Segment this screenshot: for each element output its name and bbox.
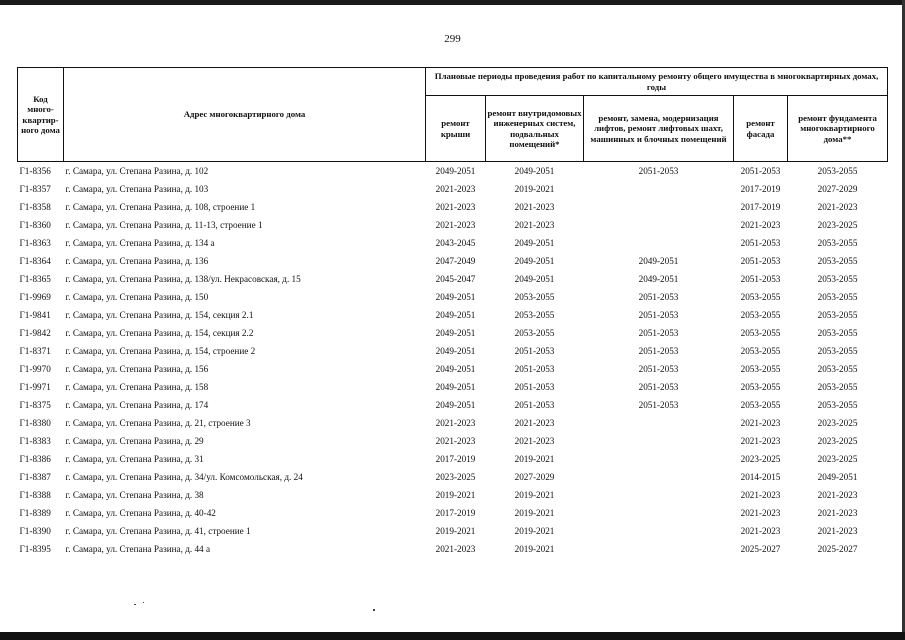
row-address: г. Самара, ул. Степана Разина, д. 102 (65, 165, 209, 176)
row-foundation: 2023-2025 (817, 453, 858, 464)
row-lifts (584, 414, 734, 432)
row-systems: 2053-2055 (514, 291, 555, 302)
row-facade: 2021-2023 (740, 489, 781, 500)
row-roof: 2017-2019 (435, 507, 476, 518)
header-code: Код много-квартир-ного дома (18, 68, 64, 162)
row-facade: 2021-2023 (740, 219, 781, 230)
row-lifts: 2051-2053 (638, 363, 679, 374)
table-row (18, 234, 888, 252)
table-row (18, 378, 888, 396)
row-systems: 2051-2053 (514, 399, 555, 410)
row-roof: 2043-2045 (435, 237, 476, 248)
row-code: Г1-8389 (19, 507, 51, 518)
row-address: г. Самара, ул. Степана Разина, д. 136 (65, 255, 209, 266)
row-address: г. Самара, ул. Степана Разина, д. 138/ул. Некрасовская, д. 15 (65, 273, 301, 284)
row-roof: 2019-2021 (435, 525, 476, 536)
row-lifts (584, 234, 734, 252)
row-code: Г1-9969 (19, 291, 51, 302)
row-roof: 2021-2023 (435, 219, 476, 230)
row-roof: 2021-2023 (435, 201, 476, 212)
row-roof: 2021-2023 (435, 417, 476, 428)
row-systems: 2053-2055 (514, 327, 555, 338)
row-address: г. Самара, ул. Степана Разина, д. 44 а (65, 543, 211, 554)
row-facade: 2053-2055 (740, 399, 781, 410)
row-foundation: 2023-2025 (817, 417, 858, 428)
row-lifts: 2051-2053 (638, 381, 679, 392)
row-foundation: 2025-2027 (817, 543, 858, 554)
row-code: Г1-8388 (19, 489, 51, 500)
row-lifts (584, 468, 734, 486)
table-row (18, 468, 888, 486)
row-systems: 2049-2051 (514, 273, 555, 284)
row-roof: 2049-2051 (435, 291, 476, 302)
row-code: Г1-8363 (19, 237, 51, 248)
row-address: г. Самара, ул. Степана Разина, д. 31 (65, 453, 204, 464)
row-code: Г1-8387 (19, 471, 51, 482)
row-facade: 2053-2055 (740, 327, 781, 338)
row-code: Г1-8380 (19, 417, 51, 428)
row-facade: 2017-2019 (740, 201, 781, 212)
row-code: Г1-8386 (19, 453, 51, 464)
table-body (18, 162, 888, 559)
row-foundation: 2053-2055 (817, 399, 858, 410)
row-facade: 2014-2015 (740, 471, 781, 482)
row-lifts (584, 180, 734, 198)
row-foundation: 2053-2055 (817, 381, 858, 392)
row-facade: 2053-2055 (740, 291, 781, 302)
row-lifts (584, 486, 734, 504)
row-facade: 2021-2023 (740, 435, 781, 446)
row-facade: 2021-2023 (740, 525, 781, 536)
row-lifts: 2051-2053 (638, 291, 679, 302)
table-row (18, 396, 888, 414)
row-address: г. Самара, ул. Степана Разина, д. 156 (65, 363, 209, 374)
row-systems: 2027-2029 (514, 471, 555, 482)
header-roof: ремонт крыши (426, 96, 486, 162)
scan-speck (143, 602, 144, 603)
row-address: г. Самара, ул. Степана Разина, д. 103 (65, 183, 209, 194)
row-address: г. Самара, ул. Степана Разина, д. 154, секция 2.1 (65, 309, 254, 320)
row-foundation: 2053-2055 (817, 255, 858, 266)
row-foundation: 2053-2055 (817, 291, 858, 302)
row-systems: 2019-2021 (514, 453, 555, 464)
row-facade: 2053-2055 (740, 363, 781, 374)
header-planned-periods: Плановые периоды проведения работ по капитальному ремонту общего имущества в многоквартирных домах, годы (426, 68, 888, 96)
row-systems: 2049-2051 (514, 165, 555, 176)
scan-edge-bottom (0, 632, 905, 640)
row-lifts: 2049-2051 (638, 273, 679, 284)
row-systems: 2051-2053 (514, 363, 555, 374)
row-systems: 2053-2055 (514, 309, 555, 320)
row-roof: 2021-2023 (435, 543, 476, 554)
row-facade: 2021-2023 (740, 507, 781, 518)
row-foundation: 2023-2025 (817, 435, 858, 446)
table-row (18, 180, 888, 198)
row-code: Г1-8383 (19, 435, 51, 446)
scan-speck (134, 604, 136, 605)
table-row (18, 252, 888, 270)
row-code: Г1-8390 (19, 525, 51, 536)
row-lifts: 2051-2053 (638, 165, 679, 176)
row-address: г. Самара, ул. Степана Разина, д. 150 (65, 291, 209, 302)
row-systems: 2051-2053 (514, 381, 555, 392)
row-roof: 2049-2051 (435, 327, 476, 338)
table-row (18, 486, 888, 504)
row-lifts (584, 540, 734, 558)
row-code: Г1-8356 (19, 165, 51, 176)
row-roof: 2047-2049 (435, 255, 476, 266)
table-row (18, 288, 888, 306)
row-facade: 2053-2055 (740, 309, 781, 320)
row-address: г. Самара, ул. Степана Разина, д. 38 (65, 489, 204, 500)
table-row (18, 162, 888, 181)
row-systems: 2019-2021 (514, 507, 555, 518)
row-systems: 2051-2053 (514, 345, 555, 356)
row-address: г. Самара, ул. Степана Разина, д. 174 (65, 399, 209, 410)
row-address: г. Самара, ул. Степана Разина, д. 134 а (65, 237, 215, 248)
row-lifts (584, 504, 734, 522)
row-address: г. Самара, ул. Степана Разина, д. 34/ул. Комсомольская, д. 24 (65, 471, 303, 482)
table-row (18, 522, 888, 540)
table-row (18, 414, 888, 432)
row-code: Г1-8371 (19, 345, 51, 356)
row-code: Г1-8395 (19, 543, 51, 554)
row-lifts (584, 450, 734, 468)
row-lifts (584, 432, 734, 450)
row-code: Г1-8365 (19, 273, 51, 284)
table-row (18, 198, 888, 216)
row-facade: 2051-2053 (740, 165, 781, 176)
table-row (18, 540, 888, 558)
row-address: г. Самара, ул. Степана Разина, д. 11-13, строение 1 (65, 219, 263, 230)
row-roof: 2023-2025 (435, 471, 476, 482)
scan-speck (373, 609, 375, 611)
row-code: Г1-9970 (19, 363, 51, 374)
row-address: г. Самара, ул. Степана Разина, д. 41, строение 1 (65, 525, 251, 536)
row-facade: 2053-2055 (740, 345, 781, 356)
scan-edge-top (0, 0, 905, 5)
row-systems: 2049-2051 (514, 237, 555, 248)
row-facade: 2023-2025 (740, 453, 781, 464)
table-row (18, 216, 888, 234)
row-foundation: 2021-2023 (817, 489, 858, 500)
row-systems: 2019-2021 (514, 489, 555, 500)
row-code: Г1-9841 (19, 309, 51, 320)
row-address: г. Самара, ул. Степана Разина, д. 29 (65, 435, 204, 446)
row-systems: 2021-2023 (514, 201, 555, 212)
row-systems: 2019-2021 (514, 183, 555, 194)
row-code: Г1-9842 (19, 327, 51, 338)
row-foundation: 2053-2055 (817, 363, 858, 374)
table-row (18, 432, 888, 450)
row-systems: 2019-2021 (514, 525, 555, 536)
row-roof: 2021-2023 (435, 435, 476, 446)
row-code: Г1-8375 (19, 399, 51, 410)
table-row (18, 342, 888, 360)
row-lifts (584, 198, 734, 216)
header-systems: ремонт внутридомовых инженерных систем, подвальных помещений* (486, 96, 584, 162)
row-roof: 2049-2051 (435, 363, 476, 374)
row-roof: 2045-2047 (435, 273, 476, 284)
row-address: г. Самара, ул. Степана Разина, д. 154, секция 2.2 (65, 327, 254, 338)
table-row (18, 270, 888, 288)
row-foundation: 2053-2055 (817, 309, 858, 320)
row-foundation: 2023-2025 (817, 219, 858, 230)
table-row (18, 450, 888, 468)
repair-schedule-table (17, 67, 888, 558)
row-facade: 2051-2053 (740, 255, 781, 266)
row-foundation: 2021-2023 (817, 201, 858, 212)
row-code: Г1-8364 (19, 255, 51, 266)
header-address: Адрес многоквартирного дома (64, 68, 426, 162)
row-address: г. Самара, ул. Степана Разина, д. 154, строение 2 (65, 345, 256, 356)
row-systems: 2021-2023 (514, 435, 555, 446)
row-foundation: 2027-2029 (817, 183, 858, 194)
row-lifts: 2051-2053 (638, 309, 679, 320)
row-lifts: 2049-2051 (638, 255, 679, 266)
table-row (18, 504, 888, 522)
row-lifts (584, 216, 734, 234)
row-lifts: 2051-2053 (638, 345, 679, 356)
row-roof: 2049-2051 (435, 165, 476, 176)
row-foundation: 2049-2051 (817, 471, 858, 482)
table-row (18, 324, 888, 342)
row-address: г. Самара, ул. Степана Разина, д. 40-42 (65, 507, 216, 518)
row-facade: 2017-2019 (740, 183, 781, 194)
row-systems: 2021-2023 (514, 417, 555, 428)
row-systems: 2019-2021 (514, 543, 555, 554)
row-roof: 2049-2051 (435, 309, 476, 320)
row-facade: 2025-2027 (740, 543, 781, 554)
row-roof: 2049-2051 (435, 345, 476, 356)
row-address: г. Самара, ул. Степана Разина, д. 158 (65, 381, 209, 392)
header-foundation: ремонт фундамента многоквартирного дома** (788, 96, 888, 162)
row-lifts: 2051-2053 (638, 399, 679, 410)
header-facade: ремонт фасада (734, 96, 788, 162)
row-facade: 2051-2053 (740, 237, 781, 248)
row-systems: 2021-2023 (514, 219, 555, 230)
row-code: Г1-8360 (19, 219, 51, 230)
row-systems: 2049-2051 (514, 255, 555, 266)
header-lifts: ремонт, замена, модернизация лифтов, ремонт лифтовых шахт, машинных и блочных помещений (584, 96, 734, 162)
row-foundation: 2053-2055 (817, 273, 858, 284)
row-foundation: 2053-2055 (817, 237, 858, 248)
row-code: Г1-8358 (19, 201, 51, 212)
row-roof: 2021-2023 (435, 183, 476, 194)
row-code: Г1-9971 (19, 381, 51, 392)
row-roof: 2049-2051 (435, 399, 476, 410)
row-foundation: 2021-2023 (817, 525, 858, 536)
row-foundation: 2053-2055 (817, 345, 858, 356)
table-row (18, 306, 888, 324)
row-code: Г1-8357 (19, 183, 51, 194)
row-foundation: 2021-2023 (817, 507, 858, 518)
row-facade: 2021-2023 (740, 417, 781, 428)
row-address: г. Самара, ул. Степана Разина, д. 108, строение 1 (65, 201, 256, 212)
row-roof: 2017-2019 (435, 453, 476, 464)
row-facade: 2053-2055 (740, 381, 781, 392)
row-address: г. Самара, ул. Степана Разина, д. 21, строение 3 (65, 417, 251, 428)
page-number: 299 (444, 33, 461, 45)
row-facade: 2051-2053 (740, 273, 781, 284)
row-lifts: 2051-2053 (638, 327, 679, 338)
row-roof: 2019-2021 (435, 489, 476, 500)
row-roof: 2049-2051 (435, 381, 476, 392)
row-foundation: 2053-2055 (817, 327, 858, 338)
row-lifts (584, 522, 734, 540)
row-foundation: 2053-2055 (817, 165, 858, 176)
table-row (18, 360, 888, 378)
